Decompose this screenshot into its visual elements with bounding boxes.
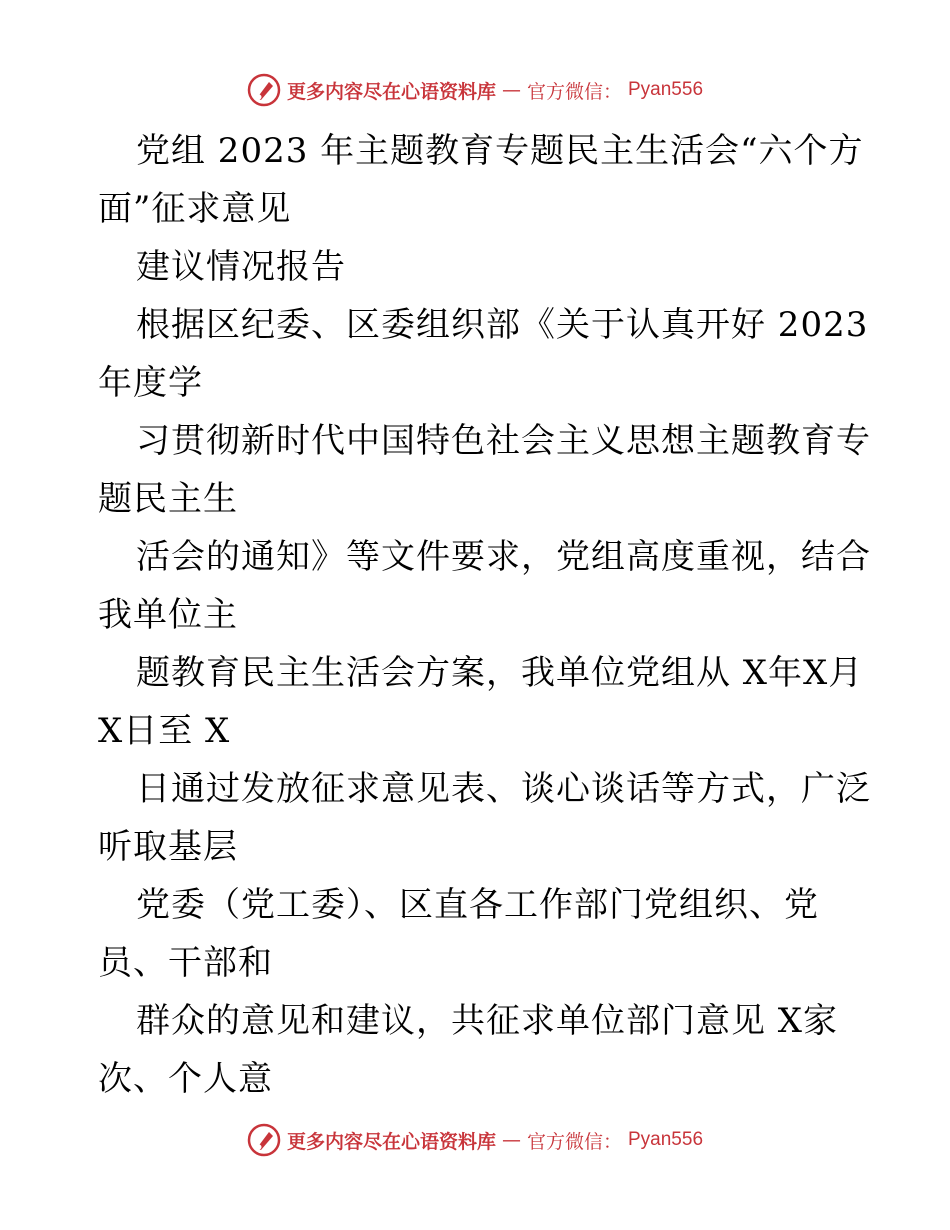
doc-line: 群众的意见和建议，共征求单位部门意见 X家	[136, 1001, 839, 1041]
doc-line: X日至 X	[98, 711, 231, 751]
doc-line: 员、干部和	[98, 943, 273, 983]
doc-line: 题教育民主生活会方案，我单位党组从 X年X月	[136, 653, 864, 693]
banner-site-name: 更多内容尽在心语资料库	[286, 80, 496, 103]
doc-line: 我单位主	[98, 595, 238, 635]
banner-wechat-id: Pyan556	[628, 1129, 704, 1150]
banner-wechat-label: 官方微信：	[526, 1130, 622, 1153]
doc-line: 日通过发放征求意见表、谈心谈话等方式，广泛	[136, 769, 871, 809]
doc-line: 活会的通知》等文件要求，党组高度重视，结合	[136, 537, 871, 577]
pen-nib-icon	[247, 1123, 281, 1157]
doc-line: 年度学	[98, 363, 203, 403]
doc-line: 党委（党工委）、区直各工作部门党组织、党	[136, 885, 819, 925]
banner-site-name: 更多内容尽在心语资料库	[286, 1130, 496, 1153]
doc-line: 次、个人意	[98, 1059, 273, 1099]
banner-separator: —	[501, 79, 521, 101]
doc-line: 题民主生	[98, 479, 238, 519]
doc-line: 根据区纪委、区委组织部《关于认真开好 2023	[136, 305, 869, 345]
doc-line: 听取基层	[98, 827, 238, 867]
header-banner-content	[247, 73, 703, 107]
banner-separator: —	[501, 1129, 521, 1151]
document-body	[98, 122, 871, 1108]
banner-wechat-id: Pyan556	[628, 79, 704, 100]
doc-line: 党组 2023 年主题教育专题民主生活会“六个方	[136, 131, 864, 171]
footer-banner-content	[247, 1123, 703, 1157]
doc-line: 面”征求意见	[98, 189, 292, 229]
header-banner	[0, 70, 950, 110]
doc-line: 建议情况报告	[136, 247, 346, 287]
footer-banner	[0, 1120, 950, 1160]
banner-wechat-label: 官方微信：	[526, 80, 622, 103]
doc-line: 习贯彻新时代中国特色社会主义思想主题教育专	[136, 421, 871, 461]
pen-nib-icon	[247, 73, 281, 107]
